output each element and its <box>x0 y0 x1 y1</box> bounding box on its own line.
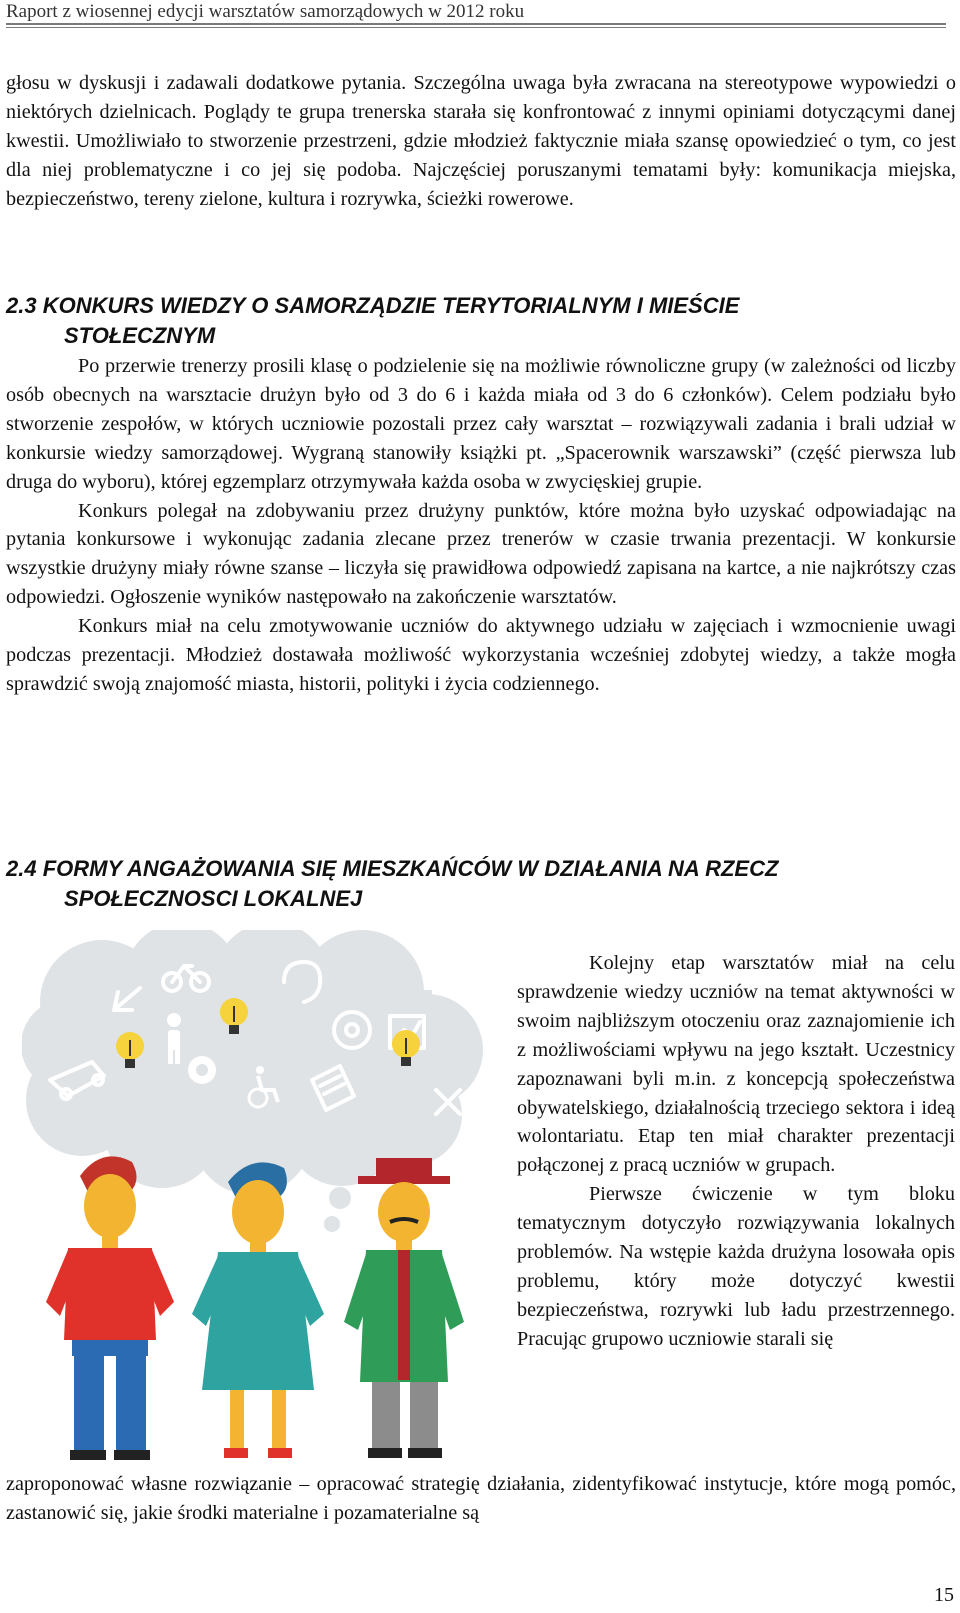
section-2-3-heading <box>6 291 956 350</box>
person-green-coat <box>344 1158 464 1458</box>
section-2-4-continuation: zaproponować własne rozwiązanie – opracować strategię działania, zidentyfikować instytucje, które mogą pomóc, zastanowić się, jakie środki materialne i pozamaterialne są <box>6 1473 956 1524</box>
page-number: 15 <box>934 1584 954 1606</box>
section-2-4-heading-line1: 2.4 FORMY ANGAŻOWANIA SIĘ MIESZKAŃCÓW W DZIAŁANIA NA RZECZ <box>6 856 779 881</box>
section-2-3-heading-line1: 2.3 KONKURS WIEDZY O SAMORZĄDZIE TERYTORIALNYM I MIEŚCIE <box>6 293 740 318</box>
section-2-4-paragraph-2: Pierwsze ćwiczenie w tym bloku tematycznym dotyczyło rozwiązywania lokalnych problemów. Na wstępie każda drużyna losowała opis problemu, który może dotyczyć kwestii bezpieczeństwa, rozrywki lub ładu przestrzennego. Pracując grupowo uczniowie starali się <box>517 1183 955 1350</box>
person-teal-dress <box>192 1162 324 1458</box>
section-2-3-paragraph-3: Konkurs miał na celu zmotywowanie uczniów do aktywnego udziału w zajęciach i wzmocnienie uwagi podczas prezentacji. Młodzież dostawała możliwość wykorzystania wcześniej zdobytej wiedzy, a także mogła sprawdzić swoją znajomość miasta, historii, polityki i życia codziennego. <box>6 615 956 695</box>
section-2-4-heading <box>6 854 956 913</box>
flower-icon <box>188 1056 216 1084</box>
section-2-4-column <box>517 949 955 1354</box>
section-2-3-body <box>6 352 956 699</box>
section-2-4-paragraph-1: Kolejny etap warsztatów miał na celu sprawdzenie wiedzy uczniów na temat aktywności w swoim najbliższym otoczeniu oraz zaznajomienie ich z możliwościami wpływu na jego kształt. Uczestnicy zapoznawani byli m.in. z koncepcją społeczeństwa obywatelskiego, działalnością trzeciego sektora i ideą wolontariatu. Etap ten miał charakter prezentacji połączonej z pracą uczniów w grupach. <box>517 952 955 1177</box>
section-2-4-heading-line2: SPOŁECZNOSCI LOKALNEJ <box>64 885 363 911</box>
person-red-shirt <box>46 1156 174 1460</box>
section-2-3-paragraph-2: Konkurs polegał na zdobywaniu przez drużyny punktów, które można było uzyskać odpowiadając na pytania konkursowe i wykonując zadania zlecane przez trenerów w czasie trwania prezentacji. W konkursie wszystkie drużyny miały równe szanse – liczyła się prawidłowa odpowiedź zapisana na kartce, a nie najkrótszy czas odpowiedzi. Ogłoszenie wyników następowało na zakończenie warsztatów. <box>6 499 956 609</box>
civic-ideas-illustration <box>22 930 496 1476</box>
intro-paragraph: głosu w dyskusji i zadawali dodatkowe pytania. Szczególna uwaga była zwracana na stereotypowe wypowiedzi o niektórych dzielnicach. Poglądy te grupa trenerska starała się konfrontować z innymi opiniami dotyczącymi danej kwestii. Umożliwiało to stworzenie przestrzeni, gdzie młodzież faktycznie miała szansę opowiedzieć o tym, co jest dla niej problematyczne i co jej się podoba. Najczęściej poruszanymi tematami były: komunikacja miejska, bezpieczeństwo, tereny zielone, kultura i rozrywka, ścieżki rowerowe. <box>6 72 956 210</box>
section-2-3-heading-line2: STOŁECZNYM <box>64 322 216 348</box>
running-header: Raport z wiosennej edycji warsztatów samorządowych w 2012 roku <box>6 0 946 25</box>
section-2-3-paragraph-1: Po przerwie trenerzy prosili klasę o podzielenie się na możliwie równoliczne grupy (w zależności od liczby osób obecnych na warsztacie drużyn było od 3 do 6 i każda miała od 3 do 6 członków). Celem podziału było stworzenie zespołów, w których uczniowie pozostali przez cały warsztat – rozwiązywali zadania i brali udział w konkursie wiedzy samorządowej. Wygraną stanowiły książki pt. „Spacerownik warszawski” (część pierwsza lub druga do wyboru), której egzemplarz otrzymywała każda osoba w zwycięskiej grupie. <box>6 355 956 493</box>
